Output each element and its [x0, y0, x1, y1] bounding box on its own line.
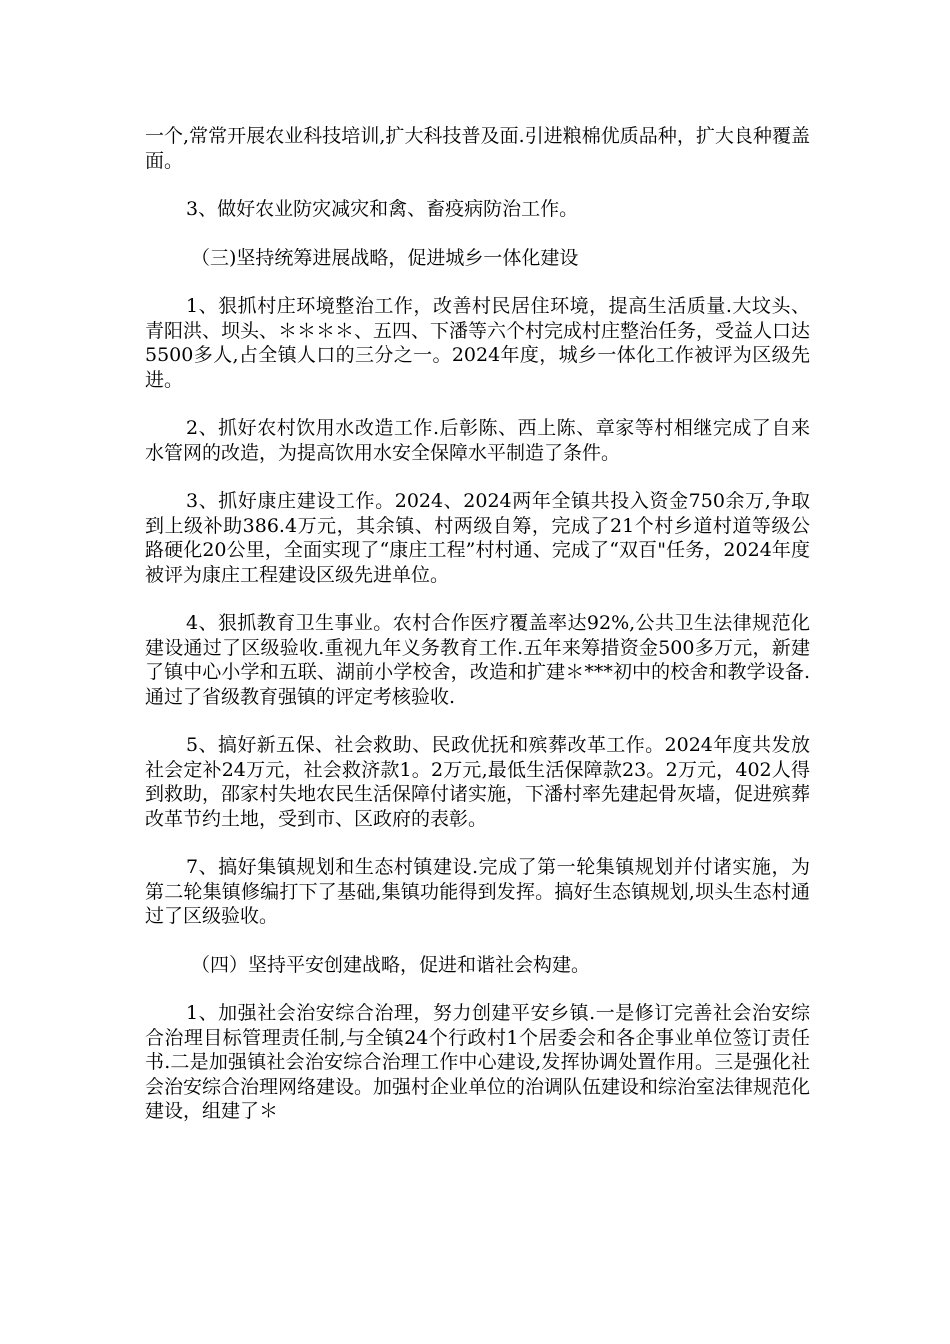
paragraph-item-2-drinking-water: 2、抓好农村饮用水改造工作.后彰陈、西上陈、章家等村相继完成了自来水管网的改造，为提高饮用水安全保障水平制造了条件。	[145, 417, 810, 464]
document-body	[145, 124, 810, 1148]
paragraph-continued: 一个,常常开展农业科技培训,扩大科技普及面.引进粮棉优质品种，扩大良种覆盖面。	[145, 125, 810, 172]
paragraph-item-3-kangzhuang: 3、抓好康庄建设工作。2024、2024两年全镇共投入资金750余万,争取到上级补助386.4万元，其余镇、村两级自筹，完成了21个村乡道村道等级公路硬化20公里，全面实现了“康庄工程”村村通、完成了“双百"任务，2024年度被评为康庄工程建设区级先进单位。	[145, 490, 810, 586]
paragraph-item-1-village-environment: 1、狠抓村庄环境整治工作，改善村民居住环境，提高生活质量.大坟头、青阳洪、坝头、＊＊＊＊、五四、下潘等六个村完成村庄整治任务，受益人口达5500多人,占全镇人口的三分之一。2024年度，城乡一体化工作被评为区级先进。	[145, 295, 811, 391]
paragraph-item-4-education-health: 4、狠抓教育卫生事业。农村合作医疗覆盖率达92%,公共卫生法律规范化建设通过了区级验收.重视九年义务教育工作.五年来筹措资金500多万元，新建了镇中心小学和五联、湖前小学校舍，改造和扩建＊***初中的校舍和教学设备.通过了省级教育强镇的评定考核验收.	[145, 612, 810, 708]
paragraph-item-3-disaster-prevention: 3、做好农业防灾减灾和禽、畜疫病防治工作。	[186, 198, 579, 220]
section-heading-3: （三)坚持统筹进展战略，促进城乡一体化建设	[191, 246, 579, 269]
section-heading-4: （四）坚持平安创建战略，促进和谐社会构建。	[191, 953, 591, 976]
paragraph-item-7-town-planning: 7、搞好集镇规划和生态村镇建设.完成了第一轮集镇规划并付诸实施，为第二轮集镇修编打下了基础,集镇功能得到发挥。搞好生态镇规划,坝头生态村通过了区级验收。	[145, 856, 810, 927]
paragraph-item-5-social-relief: 5、搞好新五保、社会救助、民政优抚和殡葬改革工作。2024年度共发放社会定补24万元，社会救济款1。2万元,最低生活保障款23。2万元，402人得到救助，邵家村失地农民生活保障付诸实施，下潘村率先建起骨灰墙，促进殡葬改革节约土地，受到市、区政府的表彰。	[145, 734, 811, 830]
paragraph-item-1-public-security: 1、加强社会治安综合治理，努力创建平安乡镇.一是修订完善社会治安综合治理目标管理责任制,与全镇24个行政村1个居委会和各企事业单位签订责任书.二是加强镇社会治安综合治理工作中心建设,发挥协调处置作用。三是强化社会治安综合治理网络建设。加强村企业单位的治调队伍建设和综治室法律规范化建设，组建了＊	[145, 1002, 811, 1122]
